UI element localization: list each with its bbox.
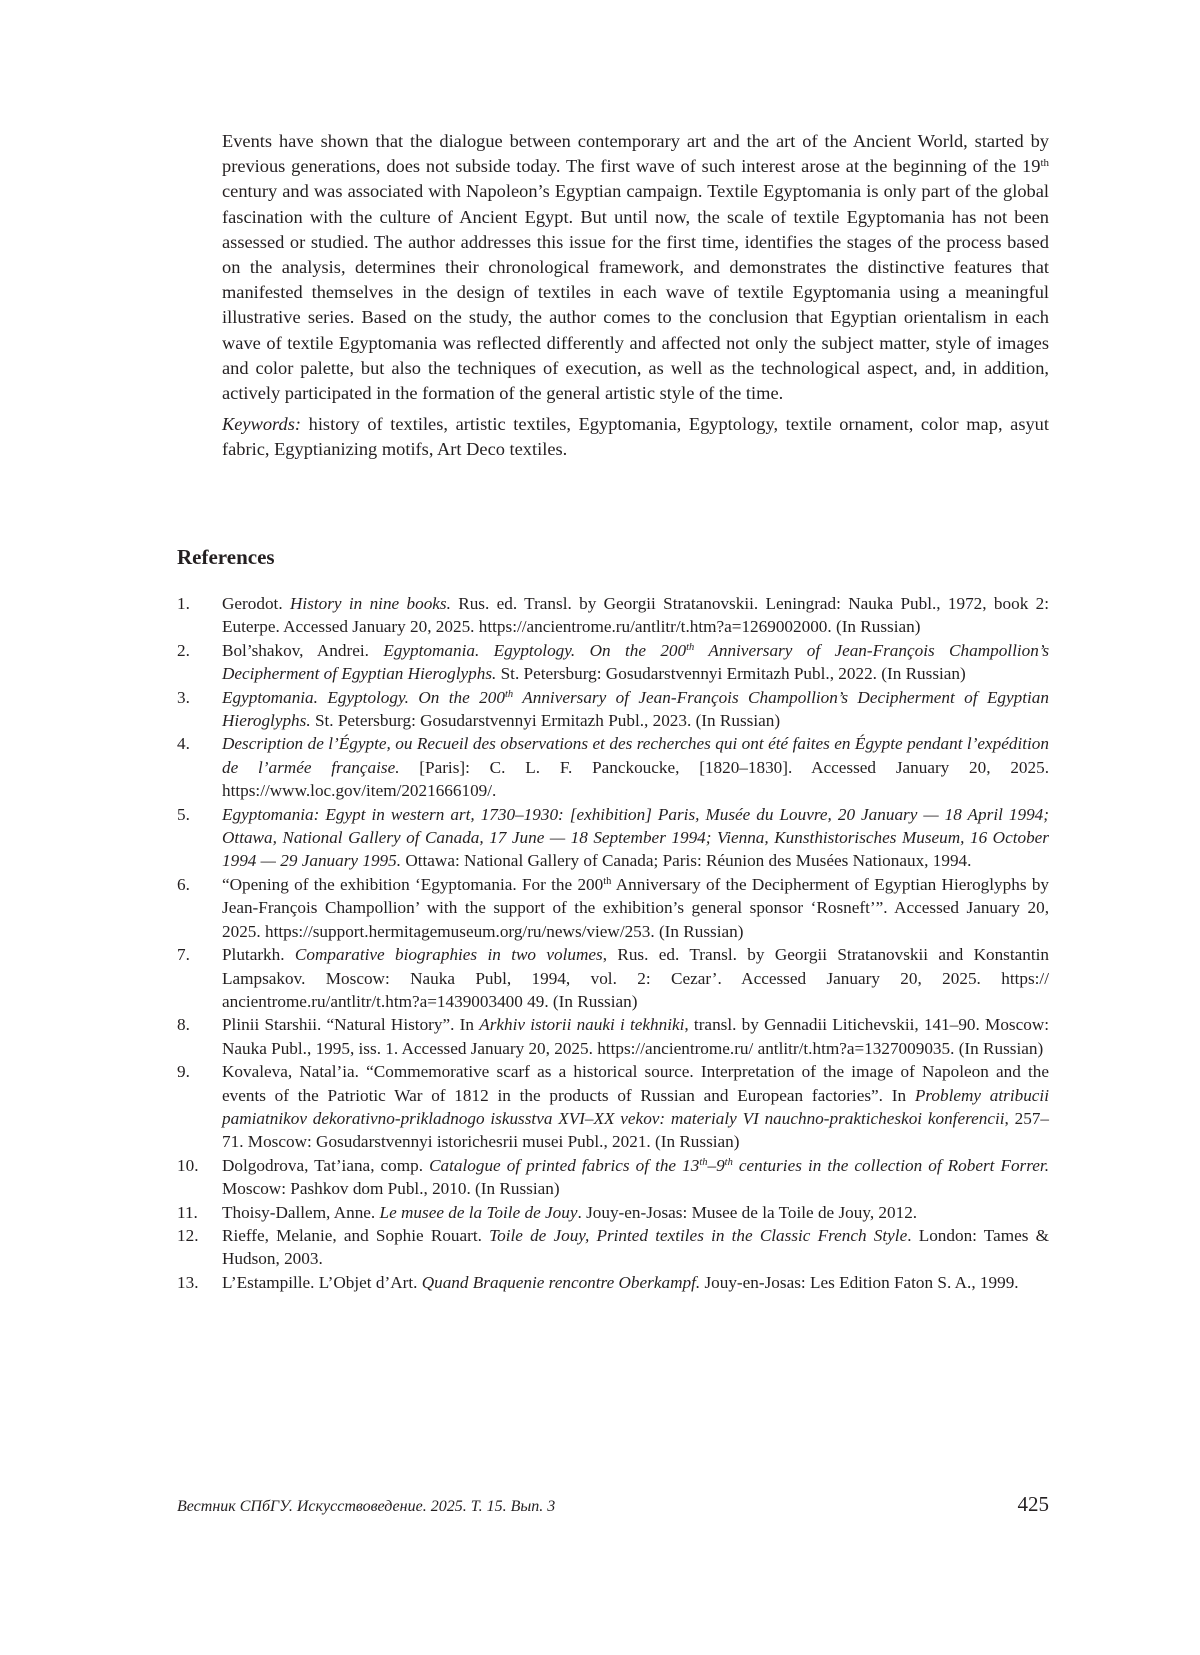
superscript: th bbox=[1040, 157, 1049, 170]
reference-number: 2. bbox=[177, 640, 190, 660]
reference-title: Le musee de la Toile de Jouy bbox=[379, 1202, 578, 1222]
reference-number: 11. bbox=[177, 1202, 198, 1222]
journal-name: Вестник СПбГУ. Искусствоведение. 2025. Т. 15. Вып. 3 bbox=[177, 1498, 556, 1515]
reference-number: 4. bbox=[177, 734, 190, 754]
reference-title: Egyptomania. Egyptology. On the 200 bbox=[222, 687, 505, 707]
reference-text: , Rus. ed. Transl. by Georgii Stratanovskii and Konstantin Lampsakov. Moscow: Nauka Publ, 1994, vol. 2: Cezar’. Accessed January 20, 2025. https:// ancientrome.ru/antlitr/t.htm?a=1439003400 49. (In Russian) bbox=[222, 945, 1050, 1011]
reference-item bbox=[177, 592, 1049, 639]
reference-text: Plutarkh. bbox=[222, 945, 295, 965]
reference-item bbox=[177, 639, 1049, 686]
abstract bbox=[222, 129, 1049, 463]
reference-number: 5. bbox=[177, 804, 190, 824]
reference-item bbox=[177, 1154, 1049, 1201]
reference-text: [Paris]: C. L. F. Panckoucke, [1820–1830]. Accessed January 20, 2025. https://www.loc.gov/item/2021666109/. bbox=[222, 757, 1049, 801]
reference-item bbox=[177, 686, 1049, 733]
reference-number: 12. bbox=[177, 1225, 199, 1245]
reference-text: . Jouy-en-Josas: Musee de la Toile de Jouy, 2012. bbox=[577, 1202, 918, 1222]
reference-text: , 257–71. Moscow: Gosudarstvennyi istorichesrii musei Publ., 2021. (In Russian) bbox=[222, 1108, 1049, 1152]
keywords-label: Keywords: bbox=[222, 414, 302, 435]
reference-number: 8. bbox=[177, 1015, 190, 1035]
reference-text: Rus. ed. Transl. by Georgii Stratanovskii. Leningrad: Nauka Publ., 1972, book 2: Euterpe. Accessed January 20, 2025. https://ancientrome.ru/antlitr/t.htm?a=1269002000. (In Russian) bbox=[222, 594, 1049, 637]
superscript: th bbox=[603, 875, 612, 887]
reference-title: Description de l’Égypte, ou Recueil des observations et des recherches qui ont été faites en Égypte pendant l’expédition de l’armée française. bbox=[222, 734, 1049, 777]
reference-text: L’Estampille. L’Objet d’Art. bbox=[222, 1272, 422, 1292]
reference-text: Jouy-en-Josas: Les Edition Faton S. A., 1999. bbox=[700, 1272, 1019, 1292]
reference-item bbox=[177, 1271, 1049, 1294]
reference-number: 10. bbox=[177, 1155, 199, 1175]
reference-text: Ottawa: National Gallery of Canada; Paris: Réunion des Musées Nationaux, 1994. bbox=[401, 851, 972, 871]
reference-text: St. Petersburg: Gosudarstvennyi Ermitazh Publ., 2023. (In Russian) bbox=[310, 711, 781, 731]
reference-number: 13. bbox=[177, 1272, 199, 1292]
reference-title: centuries in the collection of Robert Forrer. bbox=[732, 1155, 1050, 1175]
references-list bbox=[177, 592, 1049, 1294]
reference-title: Egyptomania: Egypt in western art, 1730–1930: [exhibition] Paris, Musée du Louvre, 20 January — 18 April 1994; Ottawa, National Gallery of Canada, 17 June — 18 September 1994; Vienna, Kunsthistorisches Museum, 16 October 1994 — 29 January 1995. bbox=[222, 804, 1049, 871]
reference-title: Comparative biographies in two volumes bbox=[294, 945, 603, 965]
reference-text: Dolgodrova, Tat’iana, comp. bbox=[222, 1155, 430, 1175]
reference-title: –9 bbox=[707, 1155, 725, 1175]
reference-number: 3. bbox=[177, 687, 190, 707]
keywords bbox=[222, 412, 1049, 462]
reference-item bbox=[177, 873, 1049, 943]
reference-text: Thoisy-Dallem, Anne. bbox=[222, 1202, 380, 1222]
reference-text: Kovaleva, Natal’ia. “Commemorative scarf as a historical source. Interpretation of the image of Napoleon and the events of the Patriotic War of 1812 in the products of Russian and European factories”. In bbox=[222, 1062, 1049, 1105]
reference-number: 9. bbox=[177, 1062, 190, 1082]
reference-text: . London: Tames & Hudson, 2003. bbox=[222, 1225, 1049, 1269]
reference-number: 7. bbox=[177, 945, 190, 965]
reference-text: Anniversary of the Decipherment of Egyptian Hieroglyphs by Jean-François Champollion’ with the support of the exhibition’s general sponsor ‘Rosneft’”. Accessed January 20, 2025. https://support.hermitagemuseum.org/ru/news/view/253. (In Russian) bbox=[222, 874, 1050, 941]
reference-number: 6. bbox=[177, 874, 190, 894]
reference-item bbox=[177, 1060, 1049, 1154]
reference-text: Bol’shakov, Andrei. bbox=[222, 640, 384, 660]
reference-title: Problemy atribucii pamiatnikov dekorativno-prikladnogo iskusstva XVI–XX vekov: materialy VI nauchno-prakticheskoi konferencii bbox=[222, 1085, 1049, 1128]
reference-title: Anniversary of Jean-François Champollion’s Decipherment of Egyptian Hieroglyphs. bbox=[222, 687, 1049, 731]
reference-item bbox=[177, 732, 1049, 802]
reference-item bbox=[177, 1224, 1049, 1271]
reference-item bbox=[177, 943, 1049, 1013]
reference-title: Catalogue of printed fabrics of the 13 bbox=[429, 1155, 700, 1175]
reference-title: Quand Braquenie rencontre Oberkampf. bbox=[421, 1272, 701, 1292]
reference-text: “Opening of the exhibition ‘Egyptomania. For the 200 bbox=[222, 874, 604, 894]
superscript: th bbox=[699, 1156, 708, 1168]
reference-number: 1. bbox=[177, 594, 190, 613]
abstract-text: century and was associated with Napoleon’s Egyptian campaign. Textile Egyptomania is only part of the global fascination with the culture of Ancient Egypt. But until now, the scale of textile Egyptomania has not been assessed or studied. The author addresses this issue for the first time, identifies the stages of the process based on the analysis, determines their chronological framework, and demonstrates the distinctive features that manifested themselves in the design of textiles in each wave of textile Egyptomania using a meaningful illustrative series. Based on the study, the author comes to the conclusion that Egyptian orientalism in each wave of textile Egyptomania was reflected differently and affected not only the subject matter, style of images and color palette, but also the techniques of execution, as well as the technological aspect, and, in addition, actively participated in the formation of the general artistic style of the time. bbox=[222, 181, 1049, 404]
reference-text: St. Petersburg: Gosudarstvennyi Ermitazh Publ., 2022. (In Russian) bbox=[496, 664, 966, 684]
superscript: th bbox=[504, 688, 514, 700]
abstract-paragraph bbox=[222, 129, 1049, 406]
superscript: th bbox=[686, 641, 695, 653]
reference-title: Anniversary of Jean-François Champollion’s Decipherment of Egyptian Hieroglyphs. bbox=[222, 640, 1050, 684]
reference-title: Arkhiv istorii nauki i tekhniki bbox=[479, 1015, 685, 1035]
reference-text: Rieffe, Melanie, and Sophie Rouart. bbox=[222, 1225, 490, 1245]
reference-item bbox=[177, 803, 1049, 873]
abstract-text: Events have shown that the dialogue between contemporary art and the art of the Ancient World, started by previous generations, does not subside today. The first wave of such interest arose at the beginning of the 19 bbox=[222, 131, 1049, 177]
reference-item bbox=[177, 1201, 1049, 1224]
reference-text: Plinii Starshii. “Natural History”. In bbox=[222, 1015, 480, 1035]
page-number: 425 bbox=[1017, 1492, 1049, 1516]
reference-title: Egyptomania. Egyptology. On the 200 bbox=[383, 640, 687, 660]
superscript: th bbox=[724, 1156, 733, 1168]
reference-text: , transl. by Gennadii Litichevskii, 141–90. Moscow: Nauka Publ., 1995, iss. 1. Accessed January 20, 2025. https://ancientrome.ru/ antlitr/t.htm?a=1327009035. (In Russian) bbox=[222, 1015, 1050, 1058]
keywords-text: history of textiles, artistic textiles, Egyptomania, Egyptology, textile ornament, color map, asyut fabric, Egyptianizing motifs, Art Deco textiles. bbox=[222, 414, 1049, 460]
reference-title: Toile de Jouy, Printed textiles in the Classic French Style bbox=[489, 1225, 908, 1245]
reference-title: History in nine books. bbox=[289, 594, 451, 613]
reference-text: Gerodot. bbox=[222, 594, 290, 613]
reference-item bbox=[177, 1013, 1049, 1060]
references-heading: References bbox=[177, 545, 275, 569]
reference-text: Moscow: Pashkov dom Publ., 2010. (In Russian) bbox=[222, 1179, 560, 1199]
